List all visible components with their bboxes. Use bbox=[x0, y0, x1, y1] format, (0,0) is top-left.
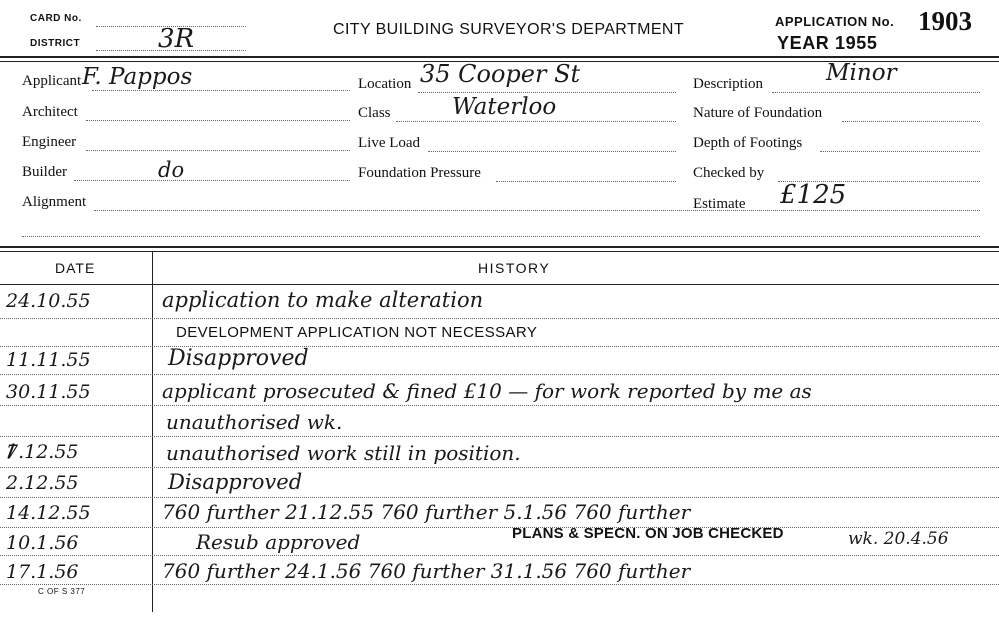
date-column-divider bbox=[152, 252, 153, 612]
engineer-line bbox=[86, 150, 350, 151]
row-line bbox=[0, 405, 999, 406]
header-rule-top bbox=[0, 56, 999, 58]
location-label: Location bbox=[358, 76, 412, 92]
row-line bbox=[0, 555, 999, 556]
history-header: HISTORY bbox=[478, 260, 551, 276]
row-text: 760 further 24.1.56 760 further 31.1.56 760 further bbox=[162, 559, 691, 583]
builder-label: Builder bbox=[22, 164, 67, 180]
applicant-label: Applicant bbox=[22, 73, 82, 89]
row-text: unauthorised work still in position. bbox=[166, 441, 521, 465]
location-value: 35 Cooper St bbox=[420, 60, 581, 88]
row-date: 7.12.55 bbox=[6, 441, 79, 463]
row-text: application to make alteration bbox=[162, 288, 484, 312]
row-date: 11.11.55 bbox=[6, 349, 91, 371]
applicant-line bbox=[92, 90, 350, 91]
estimate-label: Estimate bbox=[693, 196, 746, 212]
row-date: 30.11.55 bbox=[6, 381, 91, 403]
class-label: Class bbox=[358, 105, 391, 121]
row-line bbox=[0, 374, 999, 375]
row-date: 17.1.56 bbox=[6, 561, 79, 583]
depth-line bbox=[820, 151, 980, 152]
row-text: 760 further 21.12.55 760 further 5.1.56 760 further bbox=[162, 500, 691, 524]
row-line bbox=[0, 346, 999, 347]
plans-checked-stamp: PLANS & SPECN. ON JOB CHECKED bbox=[512, 525, 784, 542]
row-note: wk. 20.4.56 bbox=[848, 529, 949, 549]
row-date: 2.12.55 bbox=[6, 472, 79, 494]
alignment-label: Alignment bbox=[22, 194, 87, 210]
row-date: 24.10.55 bbox=[6, 290, 91, 312]
description-value: Minor bbox=[826, 60, 897, 86]
date-header: DATE bbox=[55, 260, 96, 276]
application-label: APPLICATION No. bbox=[775, 14, 895, 29]
row-text: applicant prosecuted & fined £10 — for work reported by me as bbox=[162, 379, 812, 403]
table-rule-top bbox=[0, 246, 999, 248]
description-line bbox=[772, 92, 980, 93]
alignment-line bbox=[94, 210, 980, 211]
form-code: C OF S 377 bbox=[38, 587, 86, 596]
district-label: DISTRICT bbox=[30, 38, 81, 49]
foundation-pressure-label: Foundation Pressure bbox=[358, 165, 481, 181]
row-line bbox=[0, 527, 999, 528]
row-text: unauthorised wk. bbox=[166, 410, 343, 434]
row-text: Resub approved bbox=[196, 530, 361, 554]
row-line bbox=[0, 318, 999, 319]
row-line bbox=[0, 467, 999, 468]
checked-by-label: Checked by bbox=[693, 165, 765, 181]
applicant-value: F. Pappos bbox=[82, 64, 193, 90]
architect-label: Architect bbox=[22, 104, 78, 120]
year-label: YEAR 1955 bbox=[777, 33, 878, 53]
table-rule-second bbox=[0, 251, 999, 252]
table-header-rule bbox=[0, 284, 999, 285]
application-number: 1903 bbox=[918, 6, 972, 36]
builder-line bbox=[74, 180, 350, 181]
description-label: Description bbox=[693, 76, 763, 92]
row-date: 14.12.55 bbox=[6, 502, 91, 524]
row-text: Disapproved bbox=[168, 346, 309, 371]
class-line bbox=[396, 121, 676, 122]
live-load-line bbox=[428, 151, 676, 152]
card-no-label: CARD No. bbox=[30, 13, 82, 24]
row-date: 10.1.56 bbox=[6, 532, 79, 554]
nature-of-foundation-label: Nature of Foundation bbox=[693, 105, 823, 121]
district-value: 3R bbox=[158, 24, 195, 54]
department-title: CITY BUILDING SURVEYOR'S DEPARTMENT bbox=[333, 21, 685, 38]
row-line bbox=[0, 436, 999, 437]
row-text: Disapproved bbox=[168, 470, 303, 494]
depth-of-footings-label: Depth of Footings bbox=[693, 135, 803, 151]
foundation-pressure-line bbox=[496, 181, 676, 182]
live-load-label: Live Load bbox=[358, 135, 421, 151]
estimate-value: £125 bbox=[780, 180, 847, 210]
builder-value: do bbox=[158, 158, 185, 182]
engineer-label: Engineer bbox=[22, 134, 77, 150]
row-line bbox=[0, 584, 999, 585]
development-stamp: DEVELOPMENT APPLICATION NOT NECESSARY bbox=[176, 324, 538, 341]
nature-line bbox=[842, 121, 980, 122]
architect-line bbox=[86, 120, 350, 121]
location-line bbox=[418, 92, 676, 93]
class-value: Waterloo bbox=[452, 94, 557, 120]
row-line bbox=[0, 497, 999, 498]
blank-line bbox=[22, 236, 980, 237]
